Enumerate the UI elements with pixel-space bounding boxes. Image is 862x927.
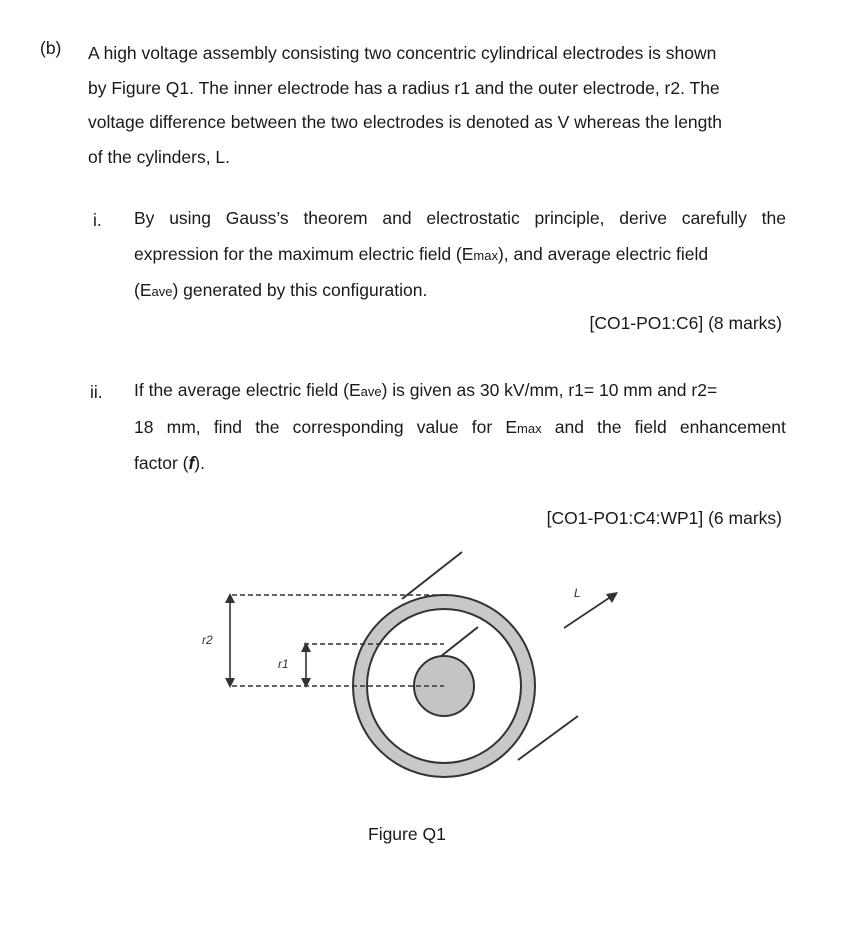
question-line: voltage difference between the two electrodes is denoted as V whereas the length	[88, 112, 722, 132]
word: using	[169, 208, 212, 228]
l-direction-arrow	[564, 596, 612, 628]
r1-arrow-head-bottom	[301, 678, 311, 688]
text-segment: factor (	[134, 453, 189, 473]
question-line: of the cylinders, L.	[88, 146, 231, 167]
figure-caption: Figure Q1	[368, 824, 446, 844]
word: the	[255, 416, 280, 437]
word: 18	[134, 416, 154, 437]
cylinder-top-line	[402, 552, 462, 599]
word: mm,	[166, 416, 201, 437]
word: field	[634, 416, 667, 437]
word: and	[382, 208, 412, 228]
text-segment: ) is given as 30 kV/mm, r1= 10 mm and r2=	[381, 380, 718, 400]
l-label: L	[574, 586, 581, 600]
word: By	[134, 208, 155, 228]
part-ii-marks: [CO1-PO1:C4:WP1] (6 marks)	[546, 508, 782, 528]
question-line: by Figure Q1. The inner electrode has a radius r1 and the outer electrode, r2. The	[88, 77, 720, 98]
subscript-ave: ave	[151, 284, 173, 299]
text-segment: If the average electric field (E	[134, 380, 361, 400]
word: and	[554, 416, 584, 437]
text-segment: expression for the maximum electric field (E	[134, 243, 474, 264]
text-segment: ) generated by this configuration.	[172, 280, 428, 300]
text-segment: ).	[194, 453, 205, 473]
word: Gauss’s	[225, 208, 289, 228]
question-line: A high voltage assembly consisting two concentric cylindrical electrodes is shown	[88, 43, 717, 63]
word: carefully	[681, 208, 747, 228]
word: the	[761, 208, 786, 228]
word: for	[471, 416, 493, 437]
part-i-marks: [CO1-PO1:C6] (8 marks)	[589, 313, 782, 333]
r1-arrow-head-top	[301, 642, 311, 652]
text-segment: ), and average electric field	[497, 243, 709, 264]
question-label: (b)	[40, 38, 62, 58]
part-ii-label: ii.	[90, 382, 103, 402]
word: derive	[619, 208, 667, 228]
l-arrow-head	[606, 592, 618, 603]
f-symbol: f	[188, 453, 195, 473]
r1-label: r1	[278, 657, 289, 671]
word: electrostatic	[426, 208, 520, 228]
word: enhancement	[679, 416, 786, 437]
subscript-max: max	[473, 247, 498, 263]
text-segment: (E	[134, 280, 152, 300]
word: find	[213, 416, 243, 437]
word: principle,	[534, 208, 605, 228]
e-letter: E	[505, 416, 518, 437]
subscript-max: max	[517, 420, 542, 436]
r2-label: r2	[202, 633, 213, 647]
word: the	[597, 416, 622, 437]
subscript-ave: ave	[360, 384, 382, 399]
word: theorem	[303, 208, 368, 228]
part-i-label: i.	[93, 210, 102, 230]
word: corresponding	[292, 416, 404, 437]
word: value	[416, 416, 459, 437]
